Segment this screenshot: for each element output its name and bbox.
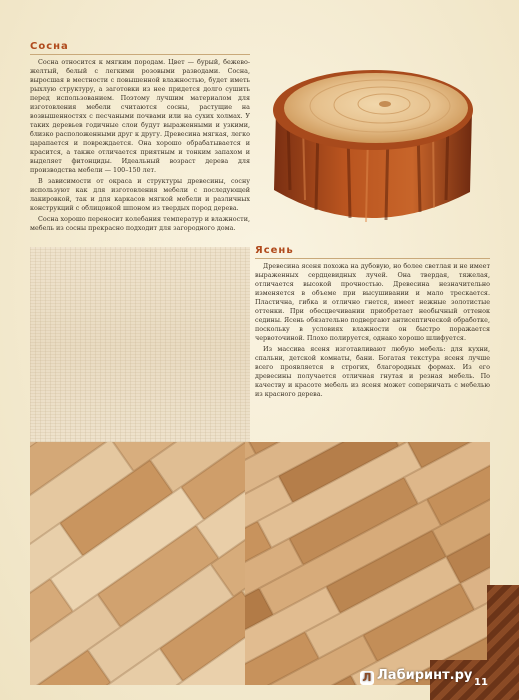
ash-parquet-left (30, 442, 245, 685)
pine-paragraph-2: В зависимости от окраса и структуры древесины, сосну используют как для изготовления мебели с последующей лакировкой, так и для каркасов мягкой мебели и различных конструкций с облицовкой шпоном из твердых пород дерева. (30, 177, 250, 212)
labirint-logo-icon: Л (360, 671, 374, 685)
labirint-watermark (360, 668, 472, 685)
title-divider (30, 54, 250, 55)
pine-paragraph-1: Сосна относится к мягким породам. Цвет — бурый, бежево-желтый, белый с легкими розовыми разводами. Сосна, выросшая в местности с повышенной влажностью, будет иметь рыхлую структуру, а заготовки из нее придется долго сушить перед использованием. Поэтому лучшим материалом для изготовления мебели считаются сосны, растущие на возвышенностях с песчаными почвами или на сухих холмах. У таких деревьев годичные слои будут выраженными и узкими, близко расположенными друг к другу. Древесина мягкая, легко царапается и повреждается. Она хорошо обрабатывается и красится, а также отличается приятным и тонким запахом и выделяет фитонциды. Идеальный возраст дерева для производства мебели — 100–150 лет. (30, 58, 250, 174)
title-divider (255, 258, 490, 259)
page-number: 11 (474, 677, 488, 688)
pine-paragraph-3: Сосна хорошо переносит колебания температур и влажности, мебель из сосны прекрасно подходит для загородного дома. (30, 215, 250, 232)
ash-paragraph-1: Древесина ясеня похожа на дубовую, но более светлая и не имеет выраженных сердцевидных лучей. Она твердая, тяжелая, отличается высокой прочностью. Древесина незначительно изменяется в объеме при высушивании и мало трескается. Пластична, гибка и отлично гнется, имеет нежные золотистые оттенки. При обесцвечивании приобретает необычный оттенок седины. Ясень обязательно подвергают антисептической обработке, поскольку в условиях влажности он быстро поражается червоточиной. Плохо полируется, однако хорошо шлифуется. (255, 262, 490, 342)
ash-parquet-right (245, 442, 490, 685)
ash-paragraph-2: Из массива ясеня изготавливают любую мебель: для кухни, спальни, детской комнаты, бани. Богатая текстура ясеня лучше всего проявляется в строгих, благородных формах. Из его древесины получается отличная гнутая и резная мебель. По качеству и красоте мебель из ясеня может соперничать с мебелью из красного дерева. (255, 345, 490, 398)
pine-section (30, 41, 250, 235)
pine-stump-photo (248, 40, 498, 240)
ash-title: Ясень (255, 245, 294, 256)
pine-title: Сосна (30, 41, 69, 52)
ash-section (255, 245, 490, 401)
watermark-text: Лабиринт.ру (377, 668, 473, 683)
ash-wood-texture (30, 247, 250, 442)
